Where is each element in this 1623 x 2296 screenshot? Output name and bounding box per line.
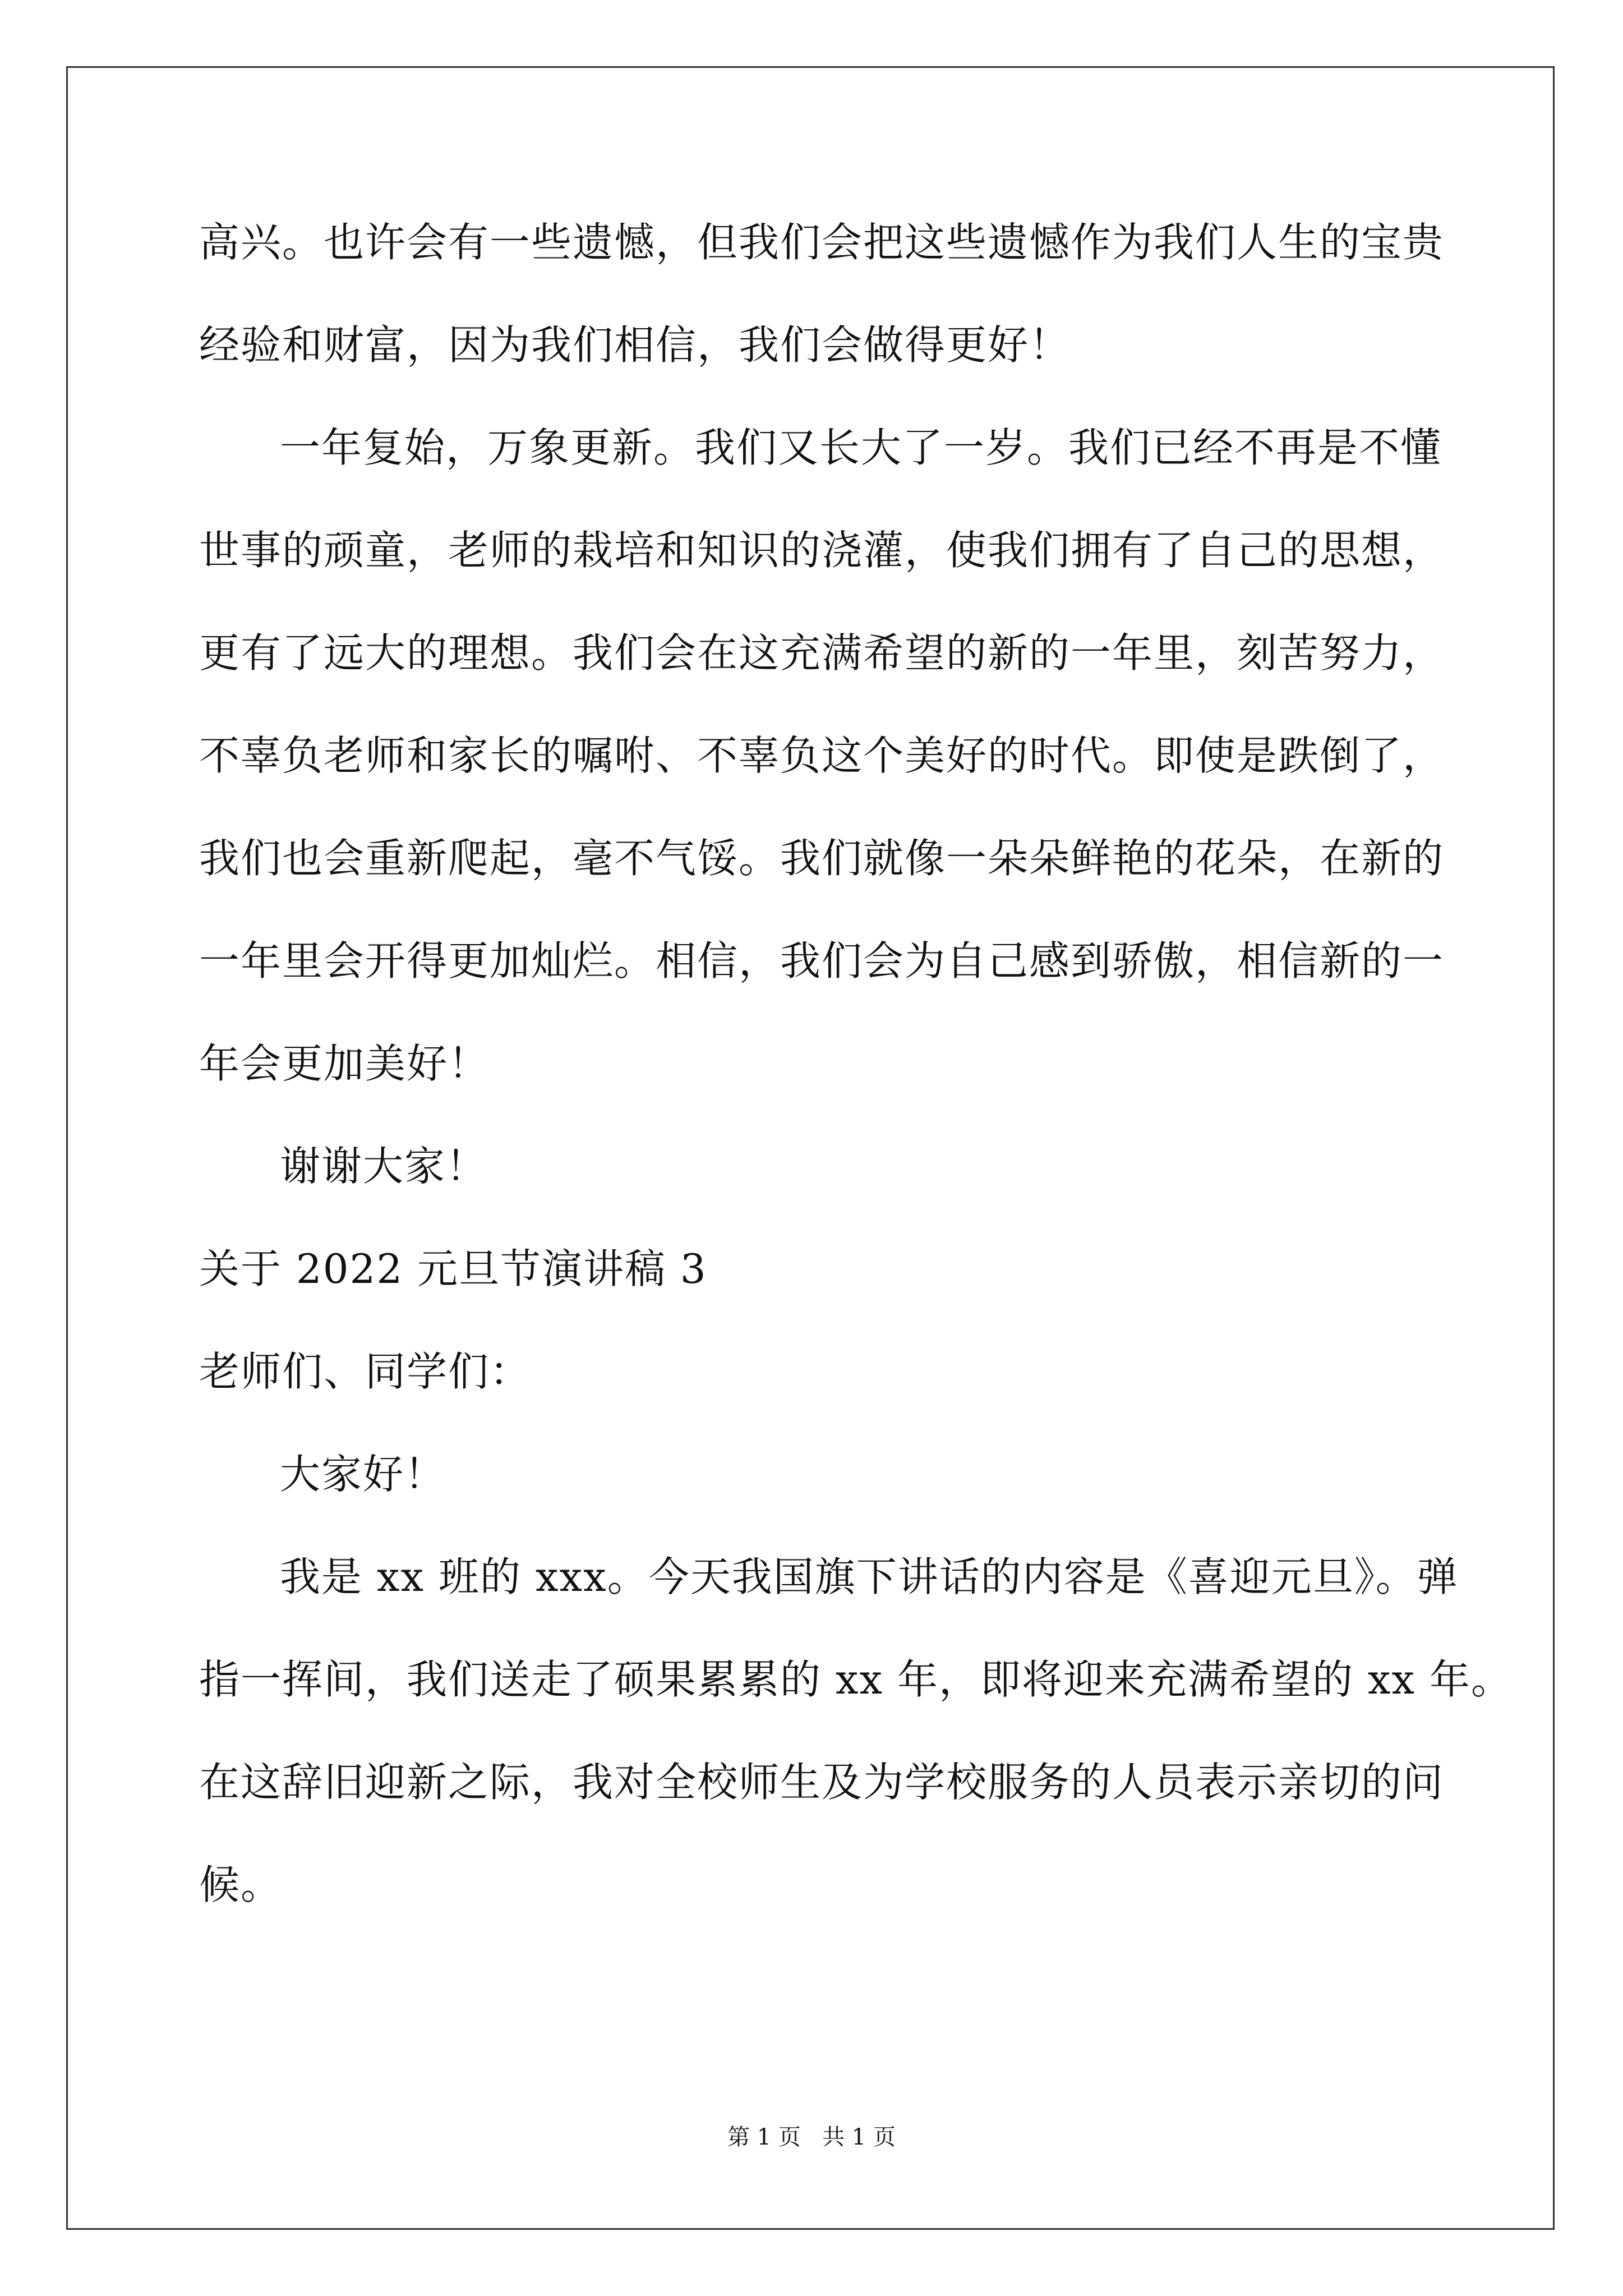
text-line: 一年里会开得更加灿烂。相信，我们会为自己感到骄傲，相信新的一 [199,937,1445,984]
text-line: 指一挥间，我们送走了硕果累累的 xx 年，即将迎来充满希望的 xx 年。 [199,1656,1513,1703]
text-line: 更有了远大的理想。我们会在这充满希望的新的一年里，刻苦努力， [199,629,1445,677]
text-line: 经验和财富，因为我们相信，我们会做得更好！ [199,321,1071,369]
text-line: 不辜负老师和家长的嘱咐、不辜负这个美好的时代。即使是跌倒了， [199,732,1445,779]
text-line: 我是 xx 班的 xxx。今天我国旗下讲话的内容是《喜迎元旦》。弹 [280,1553,1459,1600]
text-line: 世事的顽童，老师的栽培和知识的浇灌，使我们拥有了自己的思想， [199,527,1445,574]
text-line: 谢谢大家！ [280,1143,488,1190]
text-line: 大家好！ [280,1451,446,1498]
text-line: 在这辞旧迎新之际，我对全校师生及为学校服务的人员表示亲切的问 [199,1759,1445,1806]
salutation: 老师们、同学们： [199,1348,532,1395]
text-line: 高兴。也许会有一些遗憾，但我们会把这些遗憾作为我们人生的宝贵 [199,219,1445,266]
text-line: 候。 [199,1861,283,1908]
section-heading: 关于 2022 元旦节演讲稿 3 [199,1245,707,1292]
text-line: 我们也会重新爬起，毫不气馁。我们就像一朵朵鲜艳的花朵，在新的 [199,835,1445,882]
text-line: 一年复始，万象更新。我们又长大了一岁。我们已经不再是不懂 [280,424,1442,471]
page-number-footer: 第 1 页 共 1 页 [727,2124,896,2150]
text-line: 年会更加美好！ [199,1040,490,1087]
